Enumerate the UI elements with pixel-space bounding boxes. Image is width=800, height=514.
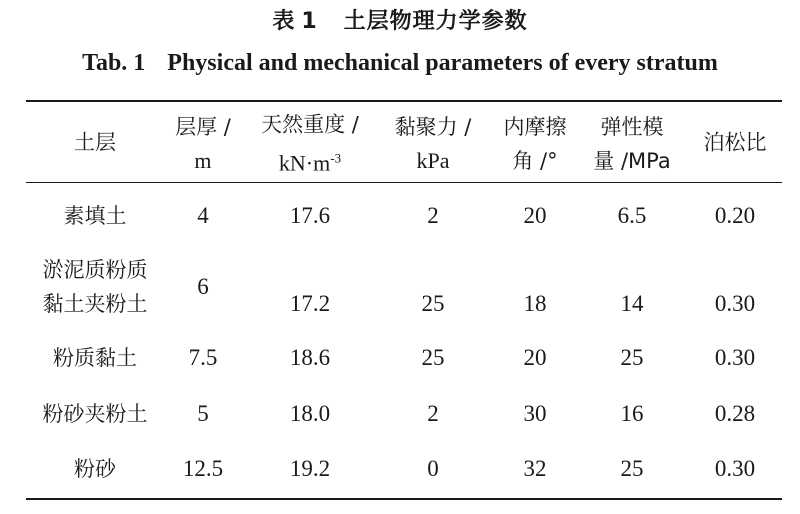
layer-name: 粉砂夹粉土	[42, 402, 148, 426]
table-title-text: 土层物理力学参数	[343, 9, 528, 34]
header-modulus	[593, 110, 670, 178]
layer-name-line2: 黏土夹粉土	[42, 292, 148, 316]
table-title-chinese	[0, 4, 800, 35]
table-title-label: 表	[272, 9, 296, 34]
header-friction-angle	[504, 110, 567, 178]
header-layer	[74, 126, 116, 163]
header-cohesion	[395, 110, 472, 178]
header-poisson	[704, 126, 767, 163]
table-title-english-text: Physical and mechanical parameters of every stratum	[167, 50, 718, 76]
header-unit-weight	[261, 108, 359, 181]
layer-name: 粉砂	[74, 457, 116, 481]
cell-poisson: 0.30	[714, 291, 756, 316]
cell-friction-angle: 18	[523, 291, 547, 316]
table-title-number: 1	[301, 9, 318, 34]
layer-name: 素填土	[63, 204, 127, 228]
header-unit-weight-line2: kN·m	[278, 150, 331, 176]
table-header-rule	[26, 182, 782, 183]
header-poisson-label: 泊松比	[703, 130, 767, 155]
header-friction-angle-line1: 内摩擦	[503, 115, 567, 139]
cell-poisson: 0.28	[714, 401, 756, 426]
cell-poisson: 0.20	[714, 203, 756, 228]
header-unit-weight-exponent: -3	[330, 150, 342, 166]
header-cohesion-line2: kPa	[416, 148, 450, 173]
header-thickness	[175, 110, 231, 178]
cell-cohesion: 2	[427, 401, 439, 426]
cell-friction-angle: 30	[523, 401, 547, 426]
cell-layer	[74, 453, 116, 485]
cell-thickness: 4	[197, 203, 209, 228]
table-title-english	[0, 50, 800, 77]
cell-cohesion: 0	[427, 456, 439, 481]
cell-cohesion: 25	[421, 291, 445, 316]
layer-name-line1: 淤泥质粉质	[42, 258, 148, 282]
cell-poisson: 0.30	[714, 345, 756, 370]
cell-friction-angle: 20	[523, 203, 547, 228]
cell-cohesion: 2	[427, 203, 439, 228]
cell-cohesion: 25	[421, 345, 445, 370]
cell-unit-weight: 17.2	[289, 291, 331, 316]
header-modulus-line2: 量 /MPa	[593, 149, 671, 173]
header-friction-angle-line2: 角 /°	[512, 149, 558, 173]
header-cohesion-line1: 黏聚力 /	[394, 115, 472, 139]
header-thickness-line2: m	[194, 148, 212, 173]
table-bottom-rule	[26, 498, 782, 500]
cell-friction-angle: 20	[523, 345, 547, 370]
header-thickness-line1: 层厚 /	[175, 115, 231, 139]
cell-thickness: 6	[197, 274, 209, 299]
cell-unit-weight: 18.6	[289, 345, 331, 370]
layer-name: 粉质黏土	[53, 346, 137, 370]
cell-layer	[64, 200, 127, 232]
cell-modulus: 25	[620, 456, 644, 481]
cell-poisson: 0.30	[714, 456, 756, 481]
table-top-rule	[26, 100, 782, 102]
table-title-english-label: Tab. 1	[82, 50, 146, 76]
header-modulus-line1: 弹性模	[600, 115, 664, 139]
cell-modulus: 25	[620, 345, 644, 370]
cell-layer	[53, 342, 137, 374]
cell-thickness: 7.5	[188, 345, 218, 370]
cell-layer	[43, 253, 148, 321]
cell-thickness: 5	[197, 401, 209, 426]
cell-unit-weight: 18.0	[289, 401, 331, 426]
cell-friction-angle: 32	[523, 456, 547, 481]
cell-modulus: 14	[620, 291, 644, 316]
cell-modulus: 6.5	[617, 203, 647, 228]
cell-thickness: 12.5	[182, 456, 224, 481]
header-unit-weight-line1: 天然重度 /	[261, 112, 359, 137]
cell-modulus: 16	[620, 401, 644, 426]
cell-unit-weight: 19.2	[289, 456, 331, 481]
cell-unit-weight: 17.6	[289, 203, 331, 228]
cell-layer	[43, 398, 148, 430]
header-layer-label: 土层	[74, 130, 116, 155]
